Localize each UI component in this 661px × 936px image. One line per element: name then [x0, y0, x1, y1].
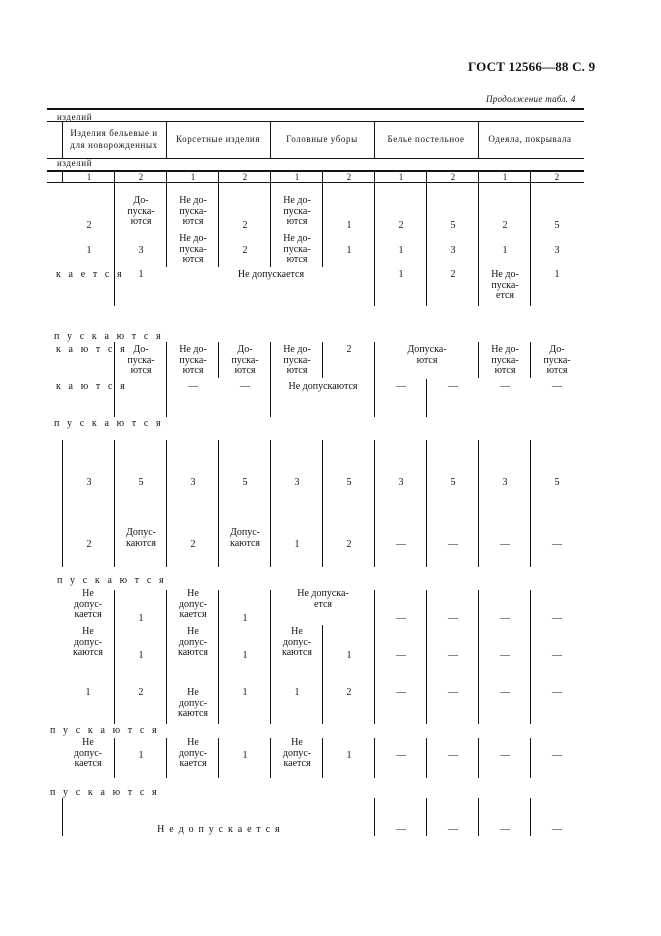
col-number: 1 — [294, 172, 300, 182]
col-number: 2 — [138, 172, 144, 182]
cell: — — [500, 687, 510, 698]
cell: 3 — [502, 477, 508, 488]
cell-line: ются — [130, 216, 152, 227]
cell-line: ются — [286, 365, 308, 376]
cell: 1 — [294, 687, 300, 698]
cell: 1 — [242, 750, 248, 761]
col-number: 1 — [190, 172, 196, 182]
cell-line: Не до- — [179, 233, 207, 244]
cell-line: допус- — [178, 747, 208, 759]
cell-line: каются — [125, 537, 156, 549]
cell-line: допус- — [282, 747, 312, 759]
cell-line: ются — [416, 354, 438, 366]
section-label: п у с к а ю т с я — [50, 787, 160, 798]
cell: 2 — [138, 687, 144, 698]
cell-multiline — [62, 627, 114, 659]
cell-line: Не допуска- — [297, 588, 349, 599]
cell: 2 — [346, 344, 352, 355]
col-number: 2 — [346, 172, 352, 182]
cell: 2 — [502, 220, 508, 231]
cell-multiline — [168, 345, 218, 377]
cell-multiline — [532, 345, 582, 377]
cell: — — [448, 381, 458, 392]
cell: 5 — [450, 220, 456, 231]
section-label: п у с к а ю т с я — [54, 418, 164, 429]
cell-line: пуска- — [127, 205, 155, 217]
cell-multiline — [480, 345, 530, 377]
cell: — — [552, 687, 562, 698]
cell-span: Не допускаются — [288, 381, 358, 392]
cell-line: ются — [182, 254, 204, 265]
cell: 3 — [554, 245, 560, 256]
cell-multiline — [168, 627, 218, 659]
cell: 1 — [138, 650, 144, 661]
cell-line: допус- — [178, 697, 208, 709]
cell-multiline — [272, 627, 322, 659]
cell: — — [448, 750, 458, 761]
cell-line: кается — [179, 609, 207, 620]
cell-line: До- — [549, 344, 565, 355]
cell-multiline — [168, 738, 218, 770]
cell: 2 — [398, 220, 404, 231]
group-header-1 — [64, 127, 164, 151]
cell-line: пуска- — [491, 279, 519, 291]
cell: — — [396, 824, 406, 835]
cell: — — [396, 613, 406, 624]
cell: 1 — [294, 539, 300, 550]
cell: — — [396, 539, 406, 550]
cell-line: допус- — [282, 636, 312, 648]
cell-multiline — [272, 345, 322, 377]
cell: — — [396, 687, 406, 698]
cell-line: кается — [283, 758, 311, 769]
header-top-label: изделий — [57, 112, 93, 122]
cell-line: допус- — [73, 636, 103, 648]
cell: — — [396, 381, 406, 392]
cell: — — [396, 750, 406, 761]
cell-multiline — [168, 234, 218, 266]
cell-multiline — [272, 196, 322, 228]
cell-multiline — [220, 345, 270, 377]
cell-multiline — [220, 528, 270, 549]
cell: — — [500, 613, 510, 624]
cell-line: До- — [133, 195, 149, 206]
cell-line: Не — [82, 588, 94, 599]
cell: — — [448, 539, 458, 550]
row-label: к а ю т с я — [56, 344, 128, 355]
cell-multiline — [376, 345, 478, 366]
col-number: 2 — [242, 172, 248, 182]
group-header-4: Белье постельное — [387, 134, 465, 144]
cell: — — [448, 687, 458, 698]
cell: 3 — [190, 477, 196, 488]
cell-multiline — [62, 589, 114, 621]
cell-line: каются — [177, 708, 208, 719]
cell-line: ются — [494, 365, 516, 376]
cell-line: допус- — [178, 636, 208, 648]
cell-line: каются — [72, 647, 103, 658]
cell-line: ются — [286, 254, 308, 265]
cell: 1 — [346, 650, 352, 661]
cell-multiline — [116, 345, 166, 377]
cell: 5 — [554, 477, 560, 488]
cell: 3 — [398, 477, 404, 488]
cell-line: Не до- — [283, 233, 311, 244]
cell: 1 — [502, 245, 508, 256]
cell-span: Не допускается — [237, 269, 305, 280]
cell: — — [500, 539, 510, 550]
cell: 3 — [294, 477, 300, 488]
cell-line: Допуска- — [407, 344, 447, 355]
table-continuation-caption: Продолжение табл. 4 — [486, 94, 576, 104]
cell: 2 — [86, 539, 92, 550]
cell: 5 — [450, 477, 456, 488]
cell: 5 — [242, 477, 248, 488]
cell-line: пуска- — [127, 354, 155, 366]
section-label: п у с к а ю т с я — [54, 331, 164, 342]
cell: 1 — [242, 613, 248, 624]
cell: 1 — [398, 269, 404, 280]
cell: — — [500, 381, 510, 392]
section-label: п у с к а ю т с я — [50, 725, 160, 736]
cell: 2 — [346, 539, 352, 550]
row-label: к а ю т с я — [56, 381, 128, 392]
cell: — — [500, 824, 510, 835]
cell-line: ются — [234, 365, 256, 376]
cell-line: пуска- — [179, 205, 207, 217]
cell-multiline — [168, 688, 218, 720]
cell-line: пуска- — [283, 205, 311, 217]
cell: 1 — [138, 750, 144, 761]
cell-line: До- — [133, 344, 149, 355]
cell: 1 — [85, 687, 91, 698]
cell-multiline — [168, 196, 218, 228]
cell-line: пуска- — [231, 354, 259, 366]
cell-multiline — [116, 528, 166, 549]
cell: — — [500, 750, 510, 761]
header-bottom-label: изделий — [57, 158, 93, 168]
cell-line: кается — [74, 609, 102, 620]
cell-line: Не — [82, 626, 94, 637]
cell: 1 — [242, 650, 248, 661]
cell-line: кается — [74, 758, 102, 769]
cell: 1 — [138, 269, 144, 280]
cell: — — [448, 824, 458, 835]
cell: 5 — [554, 220, 560, 231]
cell: 2 — [346, 687, 352, 698]
cell: 3 — [450, 245, 456, 256]
cell-line: Не до- — [491, 269, 519, 280]
cell: 2 — [86, 220, 92, 231]
cell-multiline — [168, 589, 218, 621]
cell-line: пуска- — [179, 243, 207, 255]
cell: — — [552, 650, 562, 661]
cell-line: Не до- — [283, 195, 311, 206]
cell-line: Не — [187, 687, 199, 698]
cell-line: Не — [291, 737, 303, 748]
cell-line: Допус- — [126, 527, 156, 538]
cell: — — [188, 381, 198, 392]
cell-line: допус- — [73, 598, 103, 610]
section-label: п у с к а ю т с я — [57, 575, 167, 586]
cell-line: ются — [286, 216, 308, 227]
cell: — — [396, 650, 406, 661]
cell: 1 — [138, 613, 144, 624]
cell: 1 — [346, 220, 352, 231]
cell-line: кается — [179, 758, 207, 769]
cell-line: ется — [314, 598, 332, 610]
cell-line: Не до- — [491, 344, 519, 355]
cell-line: ются — [182, 216, 204, 227]
cell-line: каются — [229, 537, 260, 549]
cell-multiline — [116, 196, 166, 228]
cell: 1 — [242, 687, 248, 698]
cell: 2 — [242, 245, 248, 256]
cell: — — [552, 750, 562, 761]
cell-line: Не — [187, 588, 199, 599]
cell-line: пуска- — [491, 354, 519, 366]
cell: — — [552, 824, 562, 835]
row-label: к а е т с я — [56, 269, 125, 280]
cell: 1 — [346, 750, 352, 761]
cell: — — [448, 650, 458, 661]
group-header-3: Головные уборы — [286, 134, 358, 144]
cell-line: Не до- — [179, 195, 207, 206]
cell: 5 — [346, 477, 352, 488]
cell: 1 — [346, 245, 352, 256]
col-number: 1 — [86, 172, 92, 182]
cell: 3 — [86, 477, 92, 488]
cell: 1 — [554, 269, 560, 280]
cell-line: Не — [187, 737, 199, 748]
cell-line: пуска- — [543, 354, 571, 366]
cell-multiline — [62, 738, 114, 770]
col-number: 1 — [398, 172, 404, 182]
cell-line: пуска- — [179, 354, 207, 366]
cell: — — [448, 613, 458, 624]
cell-line: Не — [291, 626, 303, 637]
cell: 5 — [138, 477, 144, 488]
cell-multiline — [272, 738, 322, 770]
cell-line: пуска- — [283, 243, 311, 255]
cell: 2 — [450, 269, 456, 280]
cell: 2 — [190, 539, 196, 550]
cell-line: ются — [130, 365, 152, 376]
col-number: 2 — [554, 172, 560, 182]
cell-line: ются — [546, 365, 568, 376]
cell: — — [500, 650, 510, 661]
cell-line: Допус- — [230, 527, 260, 538]
cell-line: допус- — [73, 747, 103, 759]
cell-line: Не — [82, 737, 94, 748]
cell: — — [552, 381, 562, 392]
cell-line: пуска- — [283, 354, 311, 366]
cell: 3 — [138, 245, 144, 256]
document-title: ГОСТ 12566—88 С. 9 — [468, 59, 596, 74]
group-header-5: Одеяла, покрывала — [488, 134, 572, 144]
cell-multiline — [480, 270, 530, 302]
cell: — — [552, 613, 562, 624]
cell: 2 — [242, 220, 248, 231]
cell-line: допус- — [178, 598, 208, 610]
cell: 1 — [398, 245, 404, 256]
cell: — — [240, 381, 250, 392]
cell-line: До- — [237, 344, 253, 355]
cell-line: ются — [182, 365, 204, 376]
cell: — — [552, 539, 562, 550]
cell-span: Н е д о п у с к а е т с я — [157, 824, 281, 835]
group-header-2: Корсетные изделия — [175, 134, 261, 144]
cell-line: ется — [496, 290, 514, 301]
group-header-1-text: Изделия бельевые и для новорожденных — [70, 128, 158, 150]
col-number: 2 — [450, 172, 456, 182]
cell-multiline — [272, 589, 374, 610]
cell-line: каются — [177, 647, 208, 658]
cell: 1 — [86, 245, 92, 256]
cell-line: Не до- — [283, 344, 311, 355]
col-number: 1 — [502, 172, 508, 182]
cell-line: каются — [281, 647, 312, 658]
cell-line: Не — [187, 626, 199, 637]
cell-multiline — [272, 234, 322, 266]
cell-line: Не до- — [179, 344, 207, 355]
